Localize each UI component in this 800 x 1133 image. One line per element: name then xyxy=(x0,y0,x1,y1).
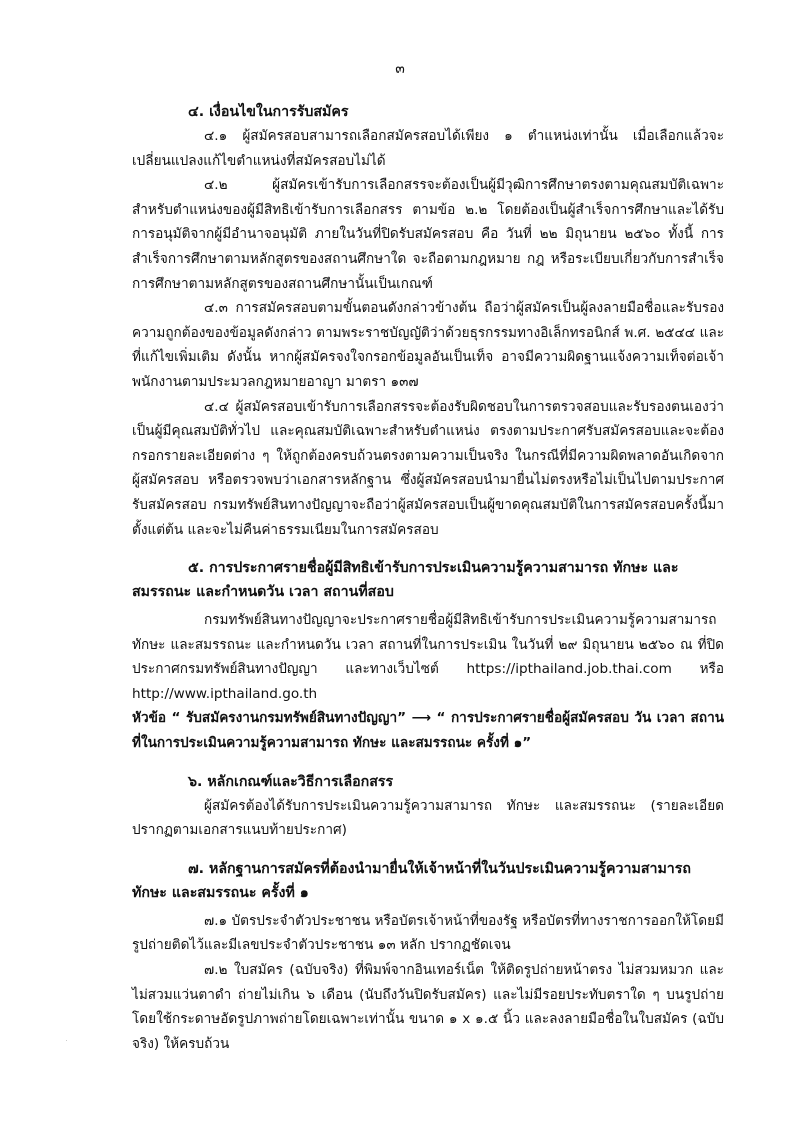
section-6-paragraph: ผู้สมัครต้องได้รับการประเมินความรู้ความสามารถ ทักษะ และสมรรถนะ (รายละเอียดปรากฏตามเอกสารแนบท้ายประกาศ) xyxy=(132,797,724,839)
section-5 xyxy=(132,556,724,756)
section-7-1-paragraph: ๗.๑ บัตรประจำตัวประชาชน หรือบัตรเจ้าหน้าที่ของรัฐ หรือบัตรที่ทางราชการออกให้โดยมีรูปถ่ายติดไว้และมีเลขประจำตัวประชาชน ๑๓ หลัก ปรากฏชัดเจน xyxy=(132,912,724,954)
section-4-2-paragraph: ๔.๒ ผู้สมัครเข้ารับการเลือกสรรจะต้องเป็นผู้มีวุฒิการศึกษาตรงตามคุณสมบัติเฉพาะสำหรับตำแหน่งของผู้มีสิทธิเข้ารับการเลือกสรร ตามข้อ ๒.๒ โดยต้องเป็นผู้สำเร็จการศึกษาและได้รับการอนุมัติจากผู้มีอำนาจอนุมัติ ภายในวันที่ปิดรับสมัครสอบ คือ วันที่ ๒๒ มิถุนายน ๒๕๖๐ ทั้งนี้ การสำเร็จการศึกษาตามหลักสูตรของสถานศึกษาใด จะถือตามกฎหมาย กฎ หรือระเบียบเกี่ยวกับการสำเร็จการศึกษาตามหลักสูตรของสถานศึกษานั้นเป็นเกณฑ์ xyxy=(132,177,724,292)
section-4 xyxy=(132,100,724,542)
section-4-1-paragraph: ๔.๑ ผู้สมัครสอบสามารถเลือกสมัครสอบได้เพียง ๑ ตำแหน่งเท่านั้น เมื่อเลือกแล้วจะเปลี่ยนแปลงแก้ไขตำแหน่งที่สมัครสอบไม่ได้ xyxy=(132,128,724,169)
section-7-heading: ๗. หลักฐานการสมัครที่ต้องนำมายื่นให้เจ้าหน้าที่ในวันประเมินความรู้ความสามารถ ทักษะ และสมรรถนะ ครั้งที่ ๑ xyxy=(132,860,691,901)
section-4-heading: ๔. เงื่อนไขในการรับสมัคร xyxy=(188,104,349,120)
page-number: ๓ xyxy=(395,61,405,77)
section-7 xyxy=(132,857,724,1057)
section-7-2-paragraph: ๗.๒ ใบสมัคร (ฉบับจริง) ที่พิมพ์จากอินเทอร์เน็ต ให้ติดรูปถ่ายหน้าตรง ไม่สวมหมวก และไม่สวมแว่นตาดำ ถ่ายไม่เกิน ๖ เดือน (นับถึงวันปิดรับสมัคร) และไม่มีรอยประทับตราใด ๆ บนรูปถ่าย โดยใช้กระดาษอัดรูปภาพถ่ายโดยเฉพาะเท่านั้น ขนาด ๑ x ๑.๕ นิ้ว และลงลายมือชื่อในใบสมัคร (ฉบับจริง) ให้ครบถ้วน xyxy=(132,962,724,1052)
section-4-3-paragraph: ๔.๓ การสมัครสอบตามขั้นตอนดังกล่าวข้างต้น ถือว่าผู้สมัครเป็นผู้ลงลายมือชื่อและรับรองความถูกต้องของข้อมูลดังกล่าว ตามพระราชบัญญัติว่าด้วยธุรกรรมทางอิเล็กทรอนิกส์ พ.ศ. ๒๕๔๔ และที่แก้ไขเพิ่มเติม ดังนั้น หากผู้สมัครจงใจกรอกข้อมูลอันเป็นเท็จ อาจมีความผิดฐานแจ้งความเท็จต่อเจ้าพนักงานตามประมวลกฎหมายอาญา มาตรา ๑๓๗ xyxy=(132,300,724,390)
section-5-paragraph: กรมทรัพย์สินทางปัญญาจะประกาศรายชื่อผู้มีสิทธิเข้ารับการประเมินความรู้ความสามารถ ทักษะ และสมรรถนะ และกำหนดวัน เวลา สถานที่ในการประเมิน ในวันที่ ๒๙ มิถุนายน ๒๕๖๐ ณ ที่ปิดประกาศกรมทรัพย์สินทางปัญญา และทางเว็บไซต์ https://ipthailand.job.thai.com หรือ http://www.ipthailand.go.th xyxy=(132,612,724,702)
section-6-heading: ๖. หลักเกณฑ์และวิธีการเลือกสรร xyxy=(188,773,394,790)
document-body xyxy=(132,100,724,1056)
scan-speck xyxy=(66,1040,67,1041)
section-4-4-paragraph: ๔.๔ ผู้สมัครสอบเข้ารับการเลือกสรรจะต้องรับผิดชอบในการตรวจสอบและรับรองตนเองว่าเป็นผู้มีคุณสมบัติทั่วไป และคุณสมบัติเฉพาะสำหรับตำแหน่ง ตรงตามประกาศรับสมัครสอบและจะต้องกรอกรายละเอียดต่าง ๆ ให้ถูกต้องครบถ้วนตรงตามความเป็นจริง ในกรณีที่มีความผิดพลาดอันเกิดจากผู้สมัครสอบ หรือตรวจพบว่าเอกสารหลักฐาน ซึ่งผู้สมัครสอบนำมายื่นไม่ตรงหรือไม่เป็นไปตามประกาศรับสมัครสอบ กรมทรัพย์สินทางปัญญาจะถือว่าผู้สมัครสอบเป็นผู้ขาดคุณสมบัติในการสมัครสอบครั้งนี้มาตั้งแต่ต้น และจะไม่คืนค่าธรรมเนียมในการสมัครสอบ xyxy=(132,398,724,538)
section-6 xyxy=(132,770,724,843)
section-5-topic-path: หัวข้อ “ รับสมัครงานกรมทรัพย์สินทางปัญญา” ⟶ “ การประกาศรายชื่อผู้สมัครสอบ วัน เวลา สถานที่ในการประเมินความรู้ความสามารถ ทักษะ และสมรรถนะ ครั้งที่ ๑” xyxy=(132,710,724,752)
section-5-heading: ๕. การประกาศรายชื่อผู้มีสิทธิเข้ารับการประเมินความรู้ความสามารถ ทักษะ และสมรรถนะ และกำหนดวัน เวลา สถานที่สอบ xyxy=(132,560,679,601)
